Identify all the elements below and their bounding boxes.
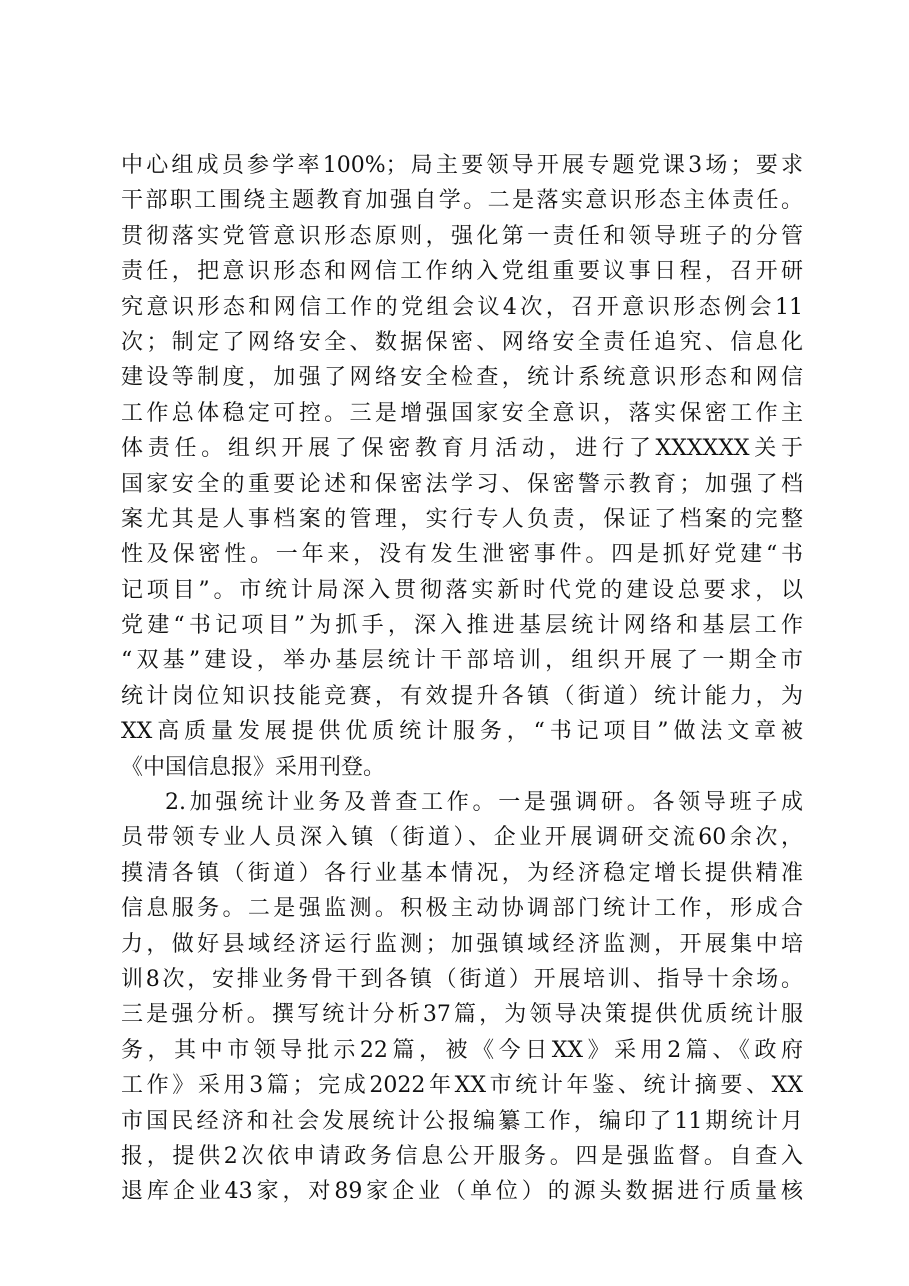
text-line: 国家安全的重要论述和保密法学习、保密警示教育；加强了档 [121,471,803,497]
text-line: 市国民经济和社会发展统计公报编纂工作，编印了11期统计月 [121,1108,803,1134]
text-line: 体责任。组织开展了保密教育月活动，进行了XXXXXX关于 [121,436,803,462]
text-line: 党建“书记项目”为抓手，深入推进基层统计网络和基层工作 [121,613,803,639]
text-line: 三是强分析。撰写统计分析37篇，为领导决策提供优质统计服 [121,1002,803,1028]
text-line: 退库企业43家，对89家企业（单位）的源头数据进行质量核 [121,1179,803,1205]
section-heading-line: 2.加强统计业务及普查工作。一是强调研。各领导班子成 [165,790,803,816]
text-line: 报，提供2次依申请政务信息公开服务。四是强监督。自查入 [121,1143,803,1169]
text-line: 工作》采用3篇；完成2022年XX市统计年鉴、统计摘要、XX [121,1073,803,1099]
text-line: 力，做好县域经济运行监测；加强镇域经济监测，开展集中培 [121,931,803,957]
text-line: 干部职工围绕主题教育加强自学。二是落实意识形态主体责任。 [121,188,803,214]
text-line: 贯彻落实党管意识形态原则，强化第一责任和领导班子的分管 [121,223,803,249]
text-line: 建设等制度，加强了网络安全检查，统计系统意识形态和网信 [121,365,803,391]
text-line: 务，其中市领导批示22篇，被《今日XX》采用2篇、《政府 [121,1037,803,1063]
text-line: 统计岗位知识技能竞赛，有效提升各镇（街道）统计能力，为 [121,683,803,709]
text-line: 次；制定了网络安全、数据保密、网络安全责任追究、信息化 [121,329,803,355]
text-line: 工作总体稳定可控。三是增强国家安全意识，落实保密工作主 [121,400,803,426]
text-line: 信息服务。二是强监测。积极主动协调部门统计工作，形成合 [121,896,803,922]
text-line: 记项目”。市统计局深入贯彻落实新时代党的建设总要求，以 [121,577,803,603]
text-line: 案尤其是人事档案的管理，实行专人负责，保证了档案的完整 [121,506,803,532]
text-line: “双基”建设，举办基层统计干部培训，组织开展了一期全市 [121,648,803,674]
text-line: 性及保密性。一年来，没有发生泄密事件。四是抓好党建“书 [121,542,803,568]
text-line: 摸清各镇（街道）各行业基本情况，为经济稳定增长提供精准 [121,860,803,886]
paragraph-last-line: 《中国信息报》采用刊登。 [121,754,386,780]
text-line: 训8次，安排业务骨干到各镇（街道）开展培训、指导十余场。 [121,966,803,992]
text-line: 中心组成员参学率100%；局主要领导开展专题党课3场；要求 [121,153,803,178]
document-page [121,148,803,1210]
text-line: 究意识形态和网信工作的党组会议4次，召开意识形态例会11 [121,294,803,320]
text-line: XX高质量发展提供优质统计服务，“书记项目”做法文章被 [121,719,803,745]
text-line: 责任，把意识形态和网信工作纳入党组重要议事日程，召开研 [121,259,803,285]
text-line: 员带领专业人员深入镇（街道）、企业开展调研交流60余次， [121,825,803,851]
